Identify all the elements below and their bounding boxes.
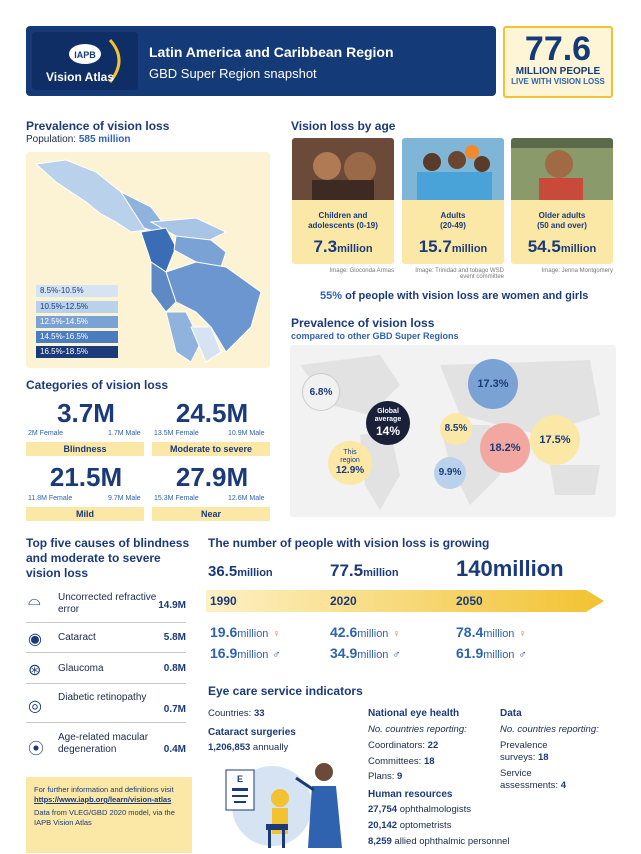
female-2050 xyxy=(456,624,527,640)
cause-label: Diabetic retinopathy xyxy=(58,692,147,703)
children-photo xyxy=(292,138,394,200)
credit-children: Image: Gioconda Armas xyxy=(329,268,394,274)
cataract-unit: annually xyxy=(252,742,289,753)
service-assessments-line xyxy=(500,780,566,791)
hr-line xyxy=(368,820,451,831)
year-2050: 2050 xyxy=(456,594,483,608)
prevalence-surveys-value: 18 xyxy=(538,752,549,763)
year-2020: 2020 xyxy=(330,594,357,608)
hr-label: allied ophthalmic personnel xyxy=(394,836,510,847)
divider xyxy=(26,622,186,623)
adults-unit: million xyxy=(451,243,488,255)
women-pct: 55% xyxy=(320,290,343,302)
legend-item: 14.5%-16.5% xyxy=(36,331,118,343)
female-icon: ♀ xyxy=(518,628,527,640)
plans-label: Plans: xyxy=(368,771,395,782)
male-2050-value: 61.9 xyxy=(456,645,484,661)
cause-value: 5.8M xyxy=(163,632,186,643)
latin-america-map xyxy=(26,152,270,368)
divider xyxy=(26,652,186,653)
population-value: 585 million xyxy=(78,134,131,145)
credit-adults: Image: Trinidad and tobago WSD event committee xyxy=(415,268,504,280)
region-value: 12.9% xyxy=(335,465,365,476)
cause-row xyxy=(26,663,186,677)
cause-row xyxy=(26,692,186,716)
hr-value: 27,754 xyxy=(368,804,398,815)
adults-photo xyxy=(402,138,504,200)
headline-stat xyxy=(503,26,613,98)
glasses-icon: ⌓ xyxy=(28,592,41,609)
blindness-value: 3.7M xyxy=(57,398,115,428)
blindness-label: Blindness xyxy=(26,442,144,456)
near-male: 12.6M Male xyxy=(228,495,265,502)
mild-value: 21.5M xyxy=(49,462,123,492)
indicators-title: Eye care service indicators xyxy=(208,684,363,698)
female-2020-value: 42.6 xyxy=(330,624,358,640)
bubble-south-asia: 18.2% xyxy=(480,423,530,473)
page-subtitle: GBD Super Region snapshot xyxy=(149,66,317,81)
committees-line xyxy=(368,756,435,767)
hr-title: Human resources xyxy=(368,789,453,800)
this-region-bubble xyxy=(328,441,372,485)
bubble-africa: 9.9% xyxy=(434,457,466,489)
near-label: Near xyxy=(152,507,270,521)
cause-label: Age-related macular degeneration xyxy=(58,732,149,755)
female-2020 xyxy=(330,624,401,640)
service-assessments-value: 4 xyxy=(560,780,567,791)
hr-value: 20,142 xyxy=(368,820,398,831)
global-label2: average xyxy=(374,416,402,423)
prevalence-surveys-label1: Prevalence xyxy=(500,740,548,751)
total-2050-value: 140 xyxy=(456,556,493,581)
older-label1: Older adults xyxy=(538,211,586,220)
age-card-adults xyxy=(402,138,504,264)
bubble-middle-east: 8.5% xyxy=(440,413,472,445)
mild-female: 11.8M Female xyxy=(28,495,73,502)
older-value: 54.5 xyxy=(527,237,561,256)
female-2050-value: 78.4 xyxy=(456,624,484,640)
prevalence-title: Prevalence of vision loss xyxy=(26,119,170,133)
female-1990 xyxy=(210,624,281,640)
cause-value: 14.9M xyxy=(158,600,186,611)
moderate-severe-value: 24.5M xyxy=(175,398,249,428)
male-1990-value: 16.9 xyxy=(210,645,238,661)
children-label2: adolescents (0-19) xyxy=(308,221,378,230)
male-icon: ♂ xyxy=(272,649,281,661)
committees-value: 18 xyxy=(423,756,435,767)
adults-value: 15.7 xyxy=(418,237,452,256)
unit-label: million xyxy=(237,649,269,661)
cause-label: Cataract xyxy=(58,632,96,643)
unit-label: million xyxy=(363,567,399,579)
unit-label: million xyxy=(483,628,515,640)
global-average-bubble xyxy=(366,401,410,445)
credit-older: Image: Jenna Montgomery xyxy=(541,268,613,274)
hr-label: ophthalmologists xyxy=(399,804,471,815)
children-value: 7.3 xyxy=(313,237,338,256)
service-assessments-label1: Service xyxy=(500,768,532,779)
hr-label: optometrists xyxy=(399,820,452,831)
near-female: 15.3M Female xyxy=(154,495,199,502)
legend-item: 16.5%-18.5% xyxy=(36,346,118,358)
male-icon: ♂ xyxy=(392,649,401,661)
unit-label: million xyxy=(492,556,564,581)
female-icon: ♀ xyxy=(392,628,401,640)
national-title: National eye health xyxy=(368,708,460,719)
male-2050 xyxy=(456,645,527,661)
women-statement xyxy=(320,290,588,302)
cataract-line xyxy=(208,742,288,753)
world-map xyxy=(290,345,616,517)
mild-label: Mild xyxy=(26,507,144,521)
plans-line xyxy=(368,771,402,782)
total-1990 xyxy=(208,563,273,580)
female-icon: ♀ xyxy=(272,628,281,640)
service-assessments-label2: assessments: xyxy=(500,780,559,791)
hr-line xyxy=(368,836,510,847)
headline-stat-line1: MILLION PEOPLE xyxy=(515,66,601,77)
bubble-southeast-asia: 17.5% xyxy=(530,415,580,465)
header-banner xyxy=(26,26,496,96)
unit-label: million xyxy=(483,649,515,661)
male-2020 xyxy=(330,645,401,661)
moderate-severe-male: 10.9M Male xyxy=(228,430,265,437)
growth-arrow xyxy=(206,586,604,616)
cause-label: Uncorrected refractive error xyxy=(58,592,157,615)
eye-icon: ◉ xyxy=(28,631,42,648)
data-title: Data xyxy=(500,708,522,719)
info-text2: Data from VLEG/GBD 2020 model, via the IAPB Vision Atlas xyxy=(34,808,175,827)
countries-line xyxy=(208,708,265,719)
logo-text: IAPB xyxy=(74,50,96,60)
info-text1: For further information and definitions visit xyxy=(34,785,174,794)
divider xyxy=(26,722,186,723)
unit-label: million xyxy=(357,649,389,661)
moderate-severe-female: 13.5M Female xyxy=(154,430,199,437)
children-unit: million xyxy=(337,243,373,255)
prevalence-surveys-line xyxy=(500,752,549,763)
headline-stat-line2: LIVE WITH VISION LOSS xyxy=(511,77,605,86)
male-1990 xyxy=(210,645,281,661)
hr-value: 8,259 xyxy=(368,836,392,847)
cause-value: 0.7M xyxy=(163,704,186,715)
cataract-value: 1,206,853 xyxy=(208,742,251,753)
children-label1: Children and xyxy=(318,211,368,220)
total-2050 xyxy=(456,556,564,582)
coordinators-line xyxy=(368,740,438,751)
age-card-older xyxy=(511,138,613,264)
prevalence-surveys-label2: surveys: xyxy=(500,752,536,763)
unit-label: million xyxy=(357,628,389,640)
brand-name: Vision Atlas xyxy=(46,70,115,84)
countries-label: Countries: xyxy=(208,708,252,719)
blindness-male: 1.7M Male xyxy=(108,430,141,437)
legend-item: 10.5%-12.5% xyxy=(36,301,118,313)
women-text: of people with vision loss are xyxy=(345,290,499,302)
hr-line xyxy=(368,804,471,815)
coordinators-value: 22 xyxy=(427,740,439,751)
legend-item: 12.5%-14.5% xyxy=(36,316,118,328)
page-title: Latin America and Caribbean Region xyxy=(149,44,394,60)
adults-label1: Adults xyxy=(440,211,466,220)
adults-label2: (20-49) xyxy=(440,221,466,230)
causes-title: Top five causes of blindness and moderate to severe vision loss xyxy=(26,536,190,580)
unit-label: million xyxy=(237,628,269,640)
cause-label: Glaucoma xyxy=(58,663,104,674)
blindness-female: 2M Female xyxy=(28,430,64,437)
total-2020-value: 77.5 xyxy=(330,561,364,580)
near-value: 27.9M xyxy=(175,462,249,492)
plans-value: 9 xyxy=(397,771,403,782)
cataract-title: Cataract surgeries xyxy=(208,727,296,738)
national-no-countries: No. countries reporting: xyxy=(368,724,467,735)
region-label1: This xyxy=(343,449,357,456)
cause-value: 0.8M xyxy=(163,663,186,674)
moderate-severe-label: Moderate to severe xyxy=(152,442,270,456)
male-icon: ♂ xyxy=(518,649,527,661)
bubble-central-asia: 17.3% xyxy=(468,359,518,409)
info-box xyxy=(26,777,192,853)
glaucoma-eye-icon: ⊛ xyxy=(28,662,42,679)
divider xyxy=(26,683,186,684)
population-line xyxy=(26,134,131,145)
headline-stat-value: 77.6 xyxy=(524,30,592,68)
coordinators-label: Coordinators: xyxy=(368,740,426,751)
mild-male: 9.7M Male xyxy=(108,495,141,502)
eye-exam-illustration xyxy=(212,758,362,850)
cause-row xyxy=(26,632,186,646)
women-bold: women and girls xyxy=(501,290,589,302)
total-2020 xyxy=(330,561,399,581)
vision-atlas-logo xyxy=(32,32,138,90)
legend-item: 8.5%-10.5% xyxy=(36,285,118,297)
data-no-countries: No. countries reporting: xyxy=(500,724,599,735)
older-label2: (50 and over) xyxy=(537,221,587,230)
categories-title: Categories of vision loss xyxy=(26,378,169,392)
global-value: 14% xyxy=(375,424,401,438)
age-card-children xyxy=(292,138,394,264)
region-label2: region xyxy=(340,457,360,464)
older-unit: million xyxy=(560,243,597,255)
comparison-title: Prevalence of vision loss xyxy=(291,316,435,330)
committees-label: Committees: xyxy=(368,756,422,767)
female-1990-value: 19.6 xyxy=(210,624,238,640)
year-1990: 1990 xyxy=(210,594,237,608)
unit-label: million xyxy=(237,567,273,579)
male-2020-value: 34.9 xyxy=(330,645,358,661)
total-1990-value: 36.5 xyxy=(208,563,238,580)
cause-row xyxy=(26,592,186,616)
cause-row xyxy=(26,732,186,756)
cause-value: 0.4M xyxy=(163,744,186,755)
diabetic-eye-icon: ◎ xyxy=(28,698,42,715)
info-link[interactable]: https://www.iapb.org/learn/vision-atlas xyxy=(34,795,172,804)
svg-text:E: E xyxy=(236,774,244,784)
global-label1: Global xyxy=(377,408,399,415)
by-age-title: Vision loss by age xyxy=(291,119,396,133)
population-label: Population: xyxy=(26,134,77,145)
amd-eye-icon: ⦿ xyxy=(28,741,45,758)
comparison-subtitle: compared to other GBD Super Regions xyxy=(291,331,459,341)
bubble-north-america: 6.8% xyxy=(302,373,340,411)
older-adults-photo xyxy=(511,138,613,200)
countries-value: 33 xyxy=(253,708,265,719)
growth-title: The number of people with vision loss is growing xyxy=(208,536,490,550)
